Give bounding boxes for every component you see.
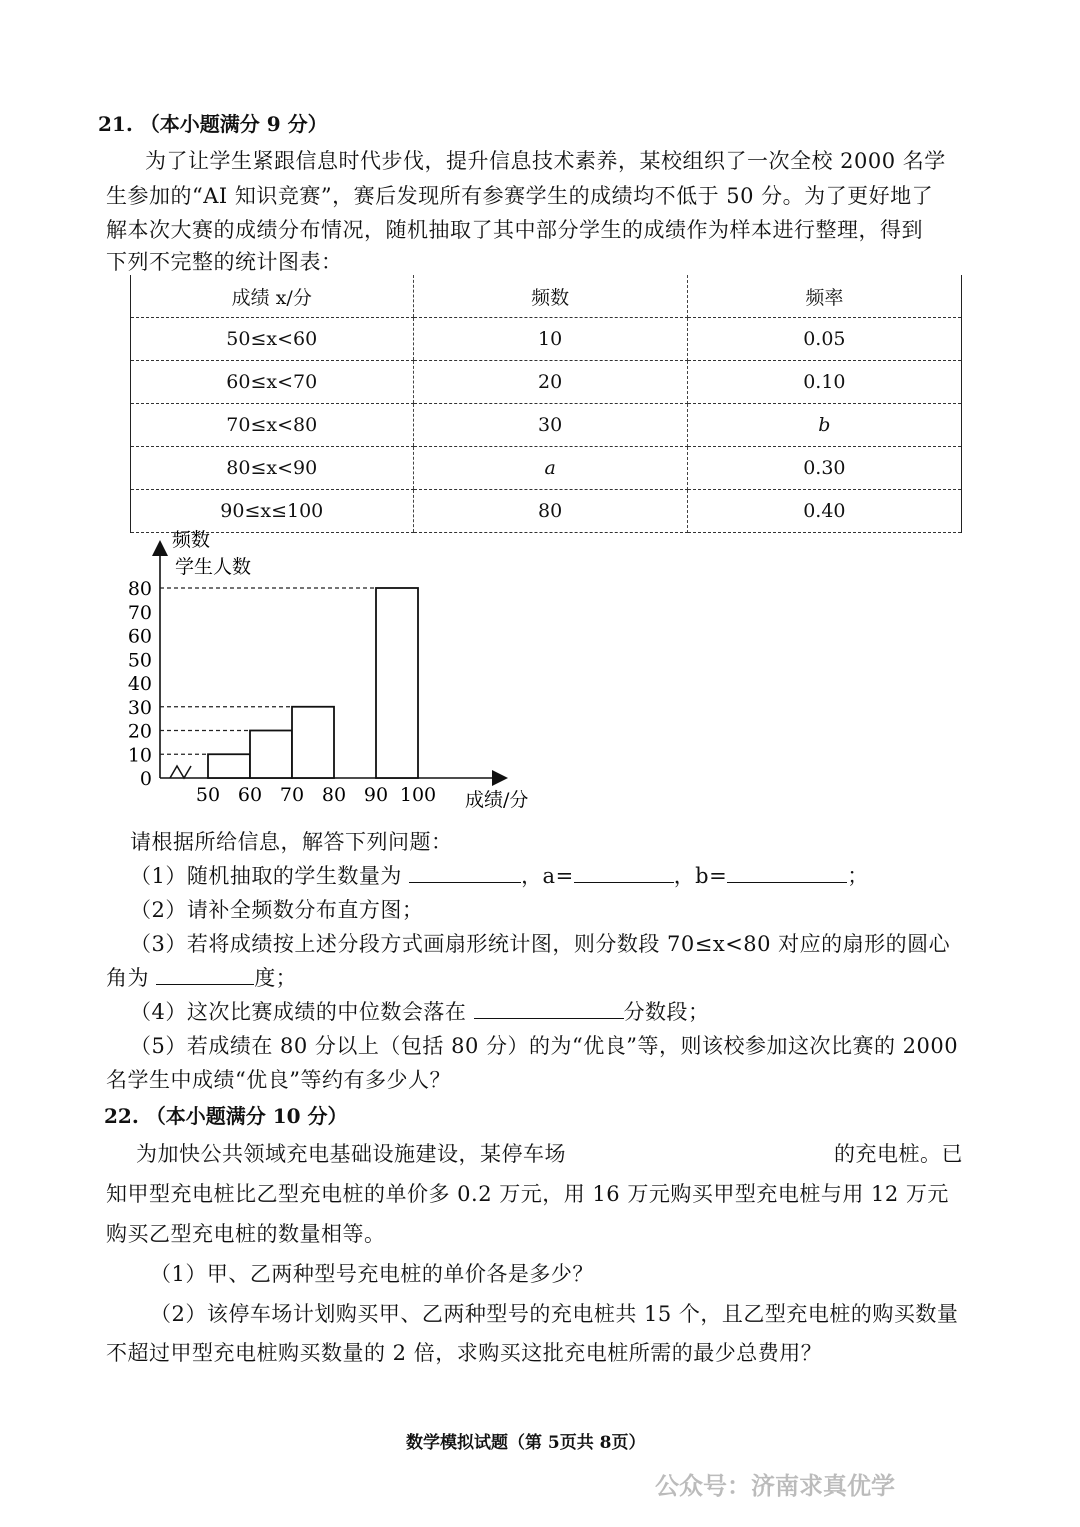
q21-sub3-text: 度；	[254, 966, 298, 990]
q21-intro-line: 下列不完整的统计图表：	[106, 250, 343, 274]
answer-blank[interactable]	[156, 966, 254, 985]
table-header-cell: 成绩 x/分	[131, 275, 414, 318]
x-tick-label: 80	[321, 784, 347, 806]
x-tick-label: 100	[399, 784, 437, 806]
y-axis-label-2: 学生人数	[175, 556, 252, 578]
y-tick-label: 50	[127, 649, 152, 672]
answer-blank[interactable]	[409, 864, 521, 883]
y-tick-label: 60	[127, 625, 152, 648]
table-cell: 80	[413, 490, 687, 533]
histogram-bar	[292, 707, 334, 778]
table-cell: 30	[413, 404, 687, 447]
q21-intro-line: 解本次大赛的成绩分布情况，随机抽取了其中部分学生的成绩作为样本进行整理，得到	[106, 218, 923, 242]
histogram-bar	[208, 754, 250, 778]
table-cell: a	[413, 447, 687, 490]
table-cell: b	[687, 404, 961, 447]
q21-header: 21. （本小题满分 9 分）	[98, 112, 328, 136]
q22-sub1: （1）甲、乙两种型号充电桩的单价各是多少？	[150, 1262, 594, 1286]
watermark: 公众号：济南求真优学	[655, 1472, 895, 1500]
q22-intro-line: 购买乙型充电桩的数量相等。	[106, 1222, 386, 1246]
table-cell: 20	[413, 361, 687, 404]
q22-sub2-line1: （2）该停车场计划购买甲、乙两种型号的充电桩共 15 个，且乙型充电桩的购买数量	[150, 1302, 959, 1326]
answer-blank[interactable]	[727, 864, 847, 883]
q22-intro-line: 知甲型充电桩比乙型充电桩的单价多 0.2 万元，用 16 万元购买甲型充电桩与用 12 万元	[106, 1182, 949, 1206]
q21-sub1-text: （1）随机抽取的学生数量为	[130, 864, 402, 888]
q22-intro-line: 的充电桩。已	[834, 1142, 963, 1166]
table-cell: 10	[413, 318, 687, 361]
x-tick-label: 50	[195, 784, 221, 806]
x-tick-label: 60	[237, 784, 263, 806]
q21-prompt: 请根据所给信息，解答下列问题：	[130, 830, 453, 854]
q21-sub5-line1: （5）若成绩在 80 分以上（包括 80 分）的为“优良”等，则该校参加这次比赛的 2000	[130, 1034, 959, 1058]
table-row	[131, 404, 962, 447]
table-row	[131, 361, 962, 404]
x-tick-label: 70	[279, 784, 305, 806]
q21-sub2: （2）请补全频数分布直方图；	[130, 898, 424, 922]
table-cell: 0.40	[687, 490, 961, 533]
answer-blank[interactable]	[574, 864, 674, 883]
histogram-bar	[250, 731, 292, 779]
q22-sub2-line2: 不超过甲型充电桩购买数量的 2 倍，求购买这批充电桩所需的最少总费用？	[106, 1341, 823, 1365]
y-tick-label: 80	[127, 578, 152, 600]
q21-sub3-line2	[106, 962, 297, 992]
frequency-table	[130, 275, 962, 533]
table-header-cell: 频数	[413, 275, 687, 318]
y-tick-label: 10	[127, 744, 152, 767]
table-header-row	[131, 275, 962, 318]
q21-intro-line: 为了让学生紧跟信息时代步伐，提升信息技术素养，某校组织了一次全校 2000 名学	[145, 149, 946, 173]
table-row	[131, 447, 962, 490]
page-footer: 数学模拟试题（第 5页共 8页）	[406, 1433, 646, 1453]
q21-sub3-line1: （3）若将成绩按上述分段方式画扇形统计图，则分数段 70≤x<80 对应的扇形的圆心	[130, 932, 951, 956]
table-cell: 0.30	[687, 447, 961, 490]
answer-blank[interactable]	[474, 1000, 624, 1019]
table-cell: 60≤x<70	[131, 361, 414, 404]
y-axis-label-1: 频数	[172, 529, 211, 551]
q22-header: 22. （本小题满分 10 分）	[104, 1104, 348, 1128]
q21-sub1-text: ，b=	[673, 864, 728, 888]
table-row	[131, 318, 962, 361]
q21-sub1-text: ；	[847, 864, 869, 888]
y-tick-label: 40	[127, 673, 152, 695]
table-cell: 50≤x<60	[131, 318, 414, 361]
table-cell: 0.05	[687, 318, 961, 361]
table-cell: 0.10	[687, 361, 961, 404]
q21-sub1	[130, 860, 869, 890]
q21-sub1-text: ，a=	[521, 864, 574, 888]
q22-intro-line: 为加快公共领域充电基础设施建设，某停车场	[136, 1142, 566, 1166]
y-tick-label: 20	[127, 720, 152, 743]
q21-sub4-text: 分数段；	[623, 1000, 710, 1024]
q21-sub4-text: （4）这次比赛成绩的中位数会落在	[130, 1000, 467, 1024]
y-tick-label: 30	[127, 696, 152, 719]
table-header-cell: 频率	[687, 275, 961, 318]
x-axis-label: 成绩/分	[465, 789, 529, 811]
histogram-bar	[376, 588, 418, 778]
histogram-chart	[120, 528, 560, 818]
table-row	[131, 490, 962, 533]
table-cell: 70≤x<80	[131, 404, 414, 447]
x-tick-label: 90	[363, 784, 389, 806]
table-cell: 90≤x≤100	[131, 490, 414, 533]
q21-sub5-line2: 名学生中成绩“优良”等约有多少人？	[106, 1068, 451, 1092]
q21-sub4	[130, 996, 710, 1026]
table-cell: 80≤x<90	[131, 447, 414, 490]
y-tick-label: 0	[139, 768, 152, 790]
y-tick-label: 70	[127, 601, 152, 624]
q21-sub3-text: 角为	[106, 966, 149, 990]
axis-break-mark	[170, 766, 191, 778]
q21-intro-line: 生参加的“AI 知识竞赛”，赛后发现所有参赛学生的成绩均不低于 50 分。为了更好地了	[106, 184, 934, 208]
